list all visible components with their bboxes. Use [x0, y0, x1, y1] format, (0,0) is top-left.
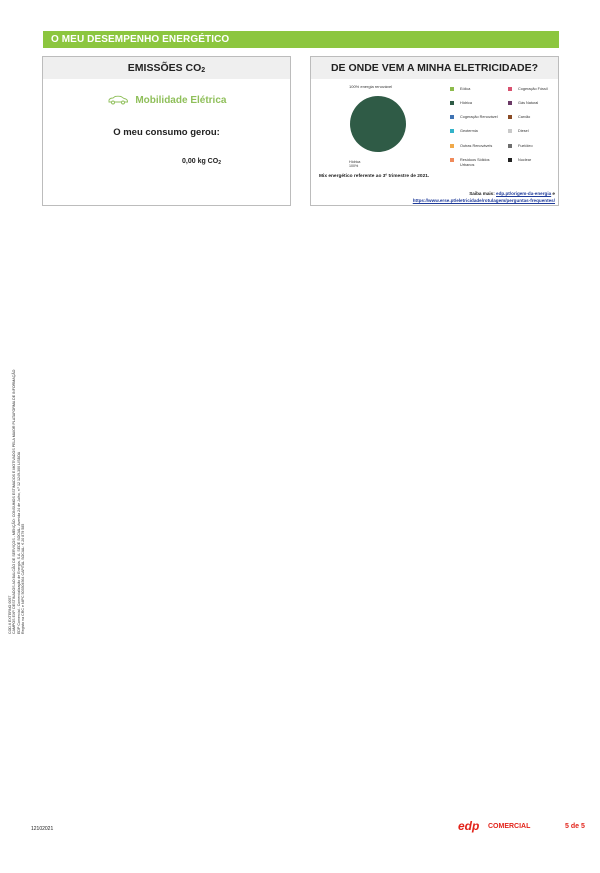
legend-label: Fuelóleo: [518, 144, 533, 148]
legend-swatch: [450, 115, 454, 119]
legend-item: [450, 158, 500, 167]
mix-note: Mix energético referente ao 3º trimestre de 2021.: [319, 174, 430, 179]
legal-side-text: [8, 364, 26, 634]
legend-swatch: [450, 158, 454, 162]
legend-item: [508, 158, 558, 163]
legend-item: [508, 144, 558, 149]
legal-line-2: CAMPOS EXP. DESTINADOS AO BALCÃO DE SERVIÇOS - MENÇÃO: CONSUMOS ESTIMADOS E MOTIVADOS PELA MAIOR PLATAFORMA DE INFORMAÇÃO: [12, 369, 17, 634]
legend-item: [450, 101, 500, 106]
legend-label: Gás Natural: [518, 101, 539, 105]
erse-faq-link[interactable]: https://www.erse.pt/eletricidade/rotulagem/perguntas-frequentes/: [412, 198, 555, 203]
emissions-title: EMISSÕES CO: [127, 62, 202, 74]
legend-label: Hídrica: [460, 101, 473, 105]
electric-car-icon: [107, 95, 129, 105]
legend-swatch: [450, 129, 454, 133]
electricity-card-header: [311, 57, 558, 79]
emissions-value-text: 0,00 kg CO: [182, 158, 219, 165]
section-title-bar: [43, 31, 559, 48]
page-number: 5 de 5: [565, 823, 585, 830]
legal-line-3: EDP Comercial - Comercialização de Energia, S.A. SEDE SOCIAL: Avenida 24 de Julho, n.º 12 1249-300 LISBOA: [16, 451, 21, 634]
legal-line-1: COD.6 EXTERNO 0057: [8, 595, 12, 634]
legend-swatch: [450, 87, 454, 91]
pie-bottom-label-percent: 100%: [349, 164, 359, 169]
emissions-card-header: [43, 57, 290, 79]
edp-logo: [458, 819, 486, 833]
legend-swatch: [508, 101, 512, 105]
emissions-title-subscript: 2: [201, 67, 206, 74]
legend-swatch: [508, 129, 512, 133]
legend-label: Carvão: [518, 115, 531, 119]
footer-date: 12102021: [31, 826, 54, 832]
legend-label: Geotermia: [460, 129, 478, 133]
pie-bottom-label: [349, 160, 360, 169]
consumption-label: O meu consumo gerou:: [113, 127, 220, 138]
electricity-origin-card: [310, 56, 559, 206]
legend-label: Cogeração Fóssil: [518, 87, 548, 91]
legend-item: [450, 87, 500, 92]
mobility-label: Mobilidade Elétrica: [135, 95, 227, 106]
legend-item: [508, 101, 558, 106]
legend-swatch: [450, 144, 454, 148]
section-title: O MEU DESEMPENHO ENERGÉTICO: [51, 34, 230, 45]
energy-mix-pie: [348, 92, 408, 156]
legal-line-4: Registo na CRC e NIPC 503504564 CAPITAL SOCIAL: € 20 879 585: [21, 523, 26, 634]
legend-label: Diesel: [518, 129, 529, 133]
legend-item: [508, 87, 558, 92]
pie-top-label: 100% energia renovável: [349, 84, 393, 89]
legend-label: Resíduos Sólidos Urbanos: [460, 158, 490, 167]
legend-swatch: [508, 87, 512, 91]
legend-label: Outras Renováveis: [460, 144, 493, 148]
legend-swatch: [508, 144, 512, 148]
svg-text:edp: edp: [458, 819, 480, 833]
legend-item: [450, 144, 500, 149]
legend-swatch: [508, 158, 512, 162]
pie-slice-2: [350, 96, 406, 152]
footer-brand: COMERCIAL: [488, 823, 531, 830]
legend-item: [508, 129, 558, 134]
emissions-value-subscript: 2: [218, 160, 221, 166]
legend-item: [508, 115, 558, 120]
links-intro: Saiba mais:: [469, 191, 497, 196]
legend-item: [450, 129, 500, 134]
more-info-links: [413, 190, 555, 204]
legend-swatch: [450, 101, 454, 105]
mobility-row: [43, 95, 290, 106]
emissions-card: [42, 56, 291, 206]
links-joiner: e: [551, 191, 555, 196]
origin-energy-link[interactable]: edp.pt/origem-da-energia: [496, 191, 552, 196]
pie-bottom-label-source: Hídrica: [349, 160, 361, 164]
legend-item: [450, 115, 500, 120]
legend-label: Nuclear: [518, 158, 532, 162]
legend-label: Cogeração Renovável: [460, 115, 498, 119]
legend-label: Eólica: [460, 87, 471, 91]
electricity-title: DE ONDE VEM A MINHA ELETRICIDADE?: [330, 62, 539, 74]
emissions-value: [182, 158, 221, 166]
legend-swatch: [508, 115, 512, 119]
